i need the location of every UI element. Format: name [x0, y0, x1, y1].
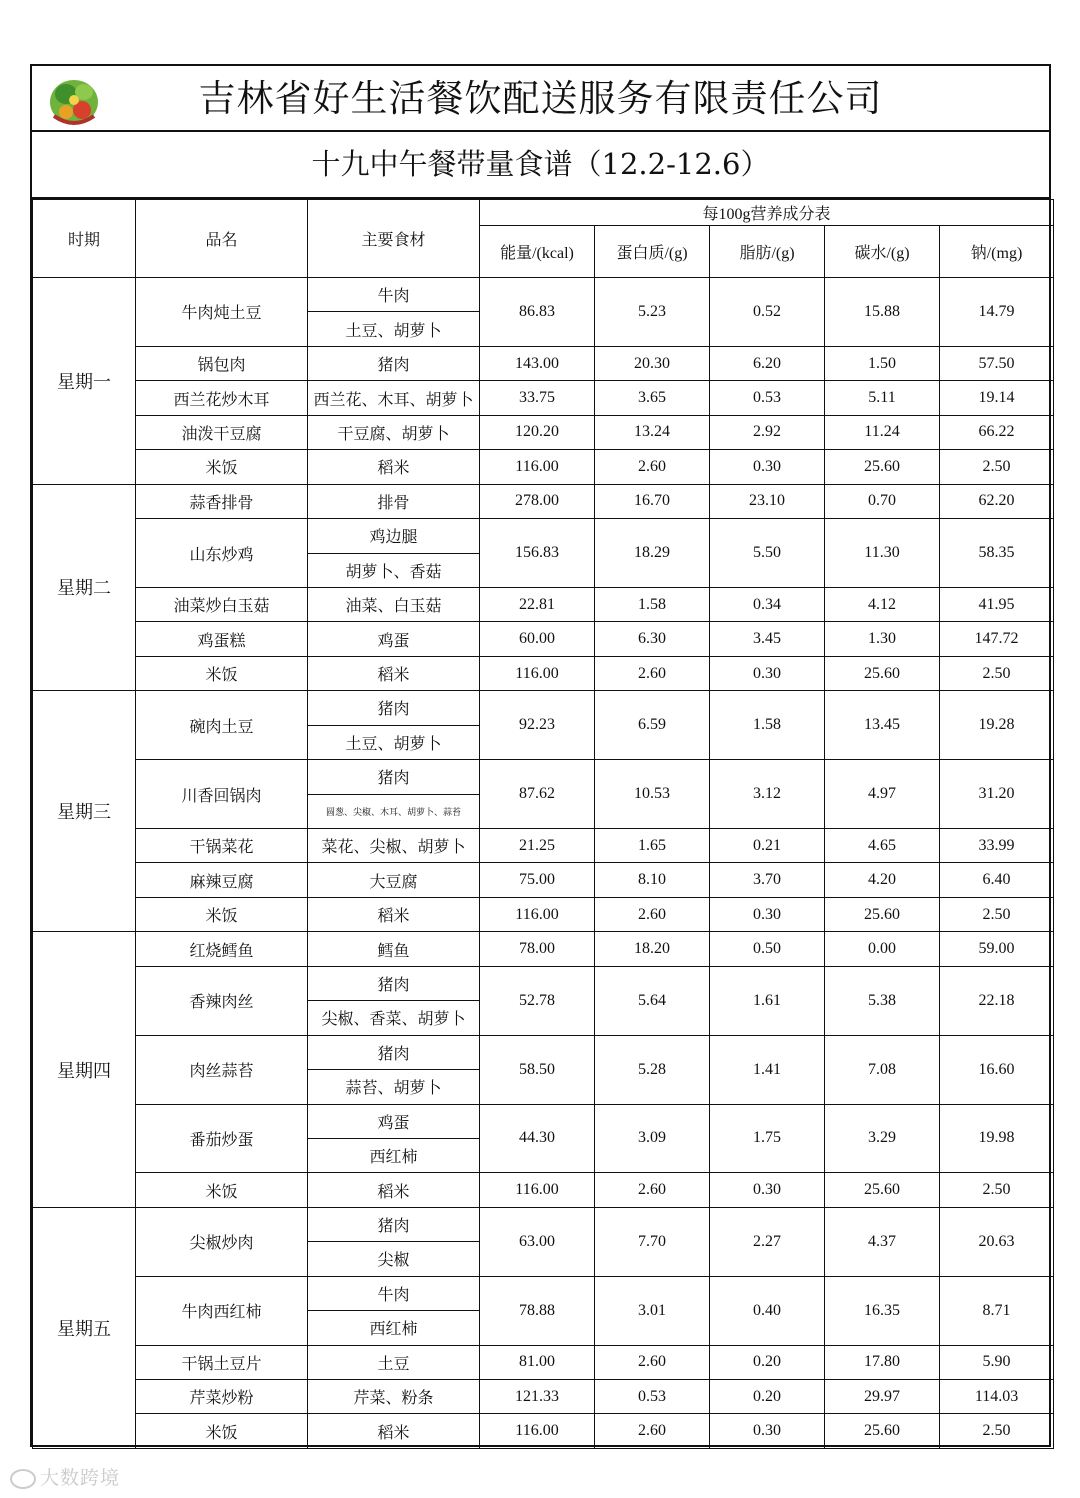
dish-name: 牛肉西红柿	[136, 1276, 308, 1345]
nutrient-value: 0.50	[710, 932, 825, 966]
nutrient-value: 3.29	[825, 1104, 940, 1173]
ingredient-cell: 牛肉	[308, 1276, 480, 1310]
nutrition-table	[32, 199, 1054, 1449]
company-name: 吉林省好生活餐饮配送服务有限责任公司	[198, 77, 883, 120]
nutrient-value: 116.00	[480, 450, 595, 484]
dish-name: 肉丝蒜苔	[136, 1035, 308, 1104]
nutrient-value: 116.00	[480, 656, 595, 690]
nutrient-value: 278.00	[480, 484, 595, 518]
dish-name: 米饭	[136, 656, 308, 690]
nutrient-value: 11.24	[825, 415, 940, 449]
nutrient-value: 16.35	[825, 1276, 940, 1345]
nutrient-value: 0.30	[710, 1414, 825, 1448]
nutrient-value: 6.40	[940, 863, 1054, 897]
nutrient-value: 8.10	[595, 863, 710, 897]
nutrient-value: 2.50	[940, 1414, 1054, 1448]
nutrient-value: 78.88	[480, 1276, 595, 1345]
dish-name: 油菜炒白玉菇	[136, 587, 308, 621]
ingredient-cell: 猪肉	[308, 966, 480, 1000]
nutrient-value: 19.98	[940, 1104, 1054, 1173]
ingredient-cell: 鳕鱼	[308, 932, 480, 966]
company-header	[32, 66, 1049, 132]
nutrient-value: 5.64	[595, 966, 710, 1035]
ingredient-cell: 稻米	[308, 450, 480, 484]
header-nutrient: 能量/(kcal)	[480, 226, 595, 278]
nutrient-value: 81.00	[480, 1345, 595, 1379]
table-row	[33, 1380, 1054, 1414]
nutrient-value: 1.61	[710, 966, 825, 1035]
nutrient-value: 13.45	[825, 691, 940, 760]
nutrient-value: 15.88	[825, 278, 940, 347]
table-row	[33, 1414, 1054, 1448]
table-row	[33, 656, 1054, 690]
nutrient-value: 10.53	[595, 760, 710, 829]
nutrient-value: 21.25	[480, 829, 595, 863]
nutrient-value: 5.23	[595, 278, 710, 347]
ingredient-cell: 稻米	[308, 1414, 480, 1448]
dish-name: 碗肉土豆	[136, 691, 308, 760]
nutrient-value: 0.40	[710, 1276, 825, 1345]
nutrient-value: 116.00	[480, 1414, 595, 1448]
nutrient-value: 1.75	[710, 1104, 825, 1173]
nutrient-value: 147.72	[940, 622, 1054, 656]
nutrient-value: 116.00	[480, 1173, 595, 1207]
nutrient-value: 2.60	[595, 897, 710, 931]
nutrient-value: 6.30	[595, 622, 710, 656]
table-row	[33, 484, 1054, 518]
nutrient-value: 5.28	[595, 1035, 710, 1104]
ingredient-cell: 猪肉	[308, 346, 480, 380]
dish-name: 芹菜炒粉	[136, 1380, 308, 1414]
nutrient-value: 66.22	[940, 415, 1054, 449]
nutrient-value: 1.41	[710, 1035, 825, 1104]
nutrient-value: 0.70	[825, 484, 940, 518]
nutrient-value: 2.50	[940, 656, 1054, 690]
table-row	[33, 966, 1054, 1000]
table-row	[33, 415, 1054, 449]
nutrient-value: 14.79	[940, 278, 1054, 347]
nutrient-value: 3.70	[710, 863, 825, 897]
ingredient-cell: 胡萝卜、香菇	[308, 553, 480, 587]
table-row	[33, 691, 1054, 725]
dish-name: 干锅菜花	[136, 829, 308, 863]
nutrient-value: 0.20	[710, 1380, 825, 1414]
day-cell: 星期一	[33, 278, 136, 485]
nutrient-value: 87.62	[480, 760, 595, 829]
ingredient-cell: 鸡边腿	[308, 519, 480, 553]
nutrient-value: 23.10	[710, 484, 825, 518]
watermark	[10, 1463, 120, 1490]
dish-name: 鸡蛋糕	[136, 622, 308, 656]
table-row	[33, 863, 1054, 897]
nutrient-value: 2.60	[595, 1345, 710, 1379]
nutrient-value: 156.83	[480, 519, 595, 588]
nutrient-value: 0.30	[710, 656, 825, 690]
nutrient-value: 75.00	[480, 863, 595, 897]
dish-name: 米饭	[136, 1173, 308, 1207]
nutrient-value: 78.00	[480, 932, 595, 966]
nutrient-value: 2.50	[940, 897, 1054, 931]
dish-name: 干锅土豆片	[136, 1345, 308, 1379]
nutrient-value: 63.00	[480, 1207, 595, 1276]
ingredient-cell: 西红柿	[308, 1138, 480, 1172]
dish-name: 香辣肉丝	[136, 966, 308, 1035]
ingredient-cell: 鸡蛋	[308, 622, 480, 656]
watermark-logo-icon	[10, 1469, 36, 1489]
ingredient-cell: 土豆、胡萝卜	[308, 312, 480, 346]
table-row	[33, 622, 1054, 656]
ingredient-cell: 稻米	[308, 656, 480, 690]
nutrient-value: 1.58	[710, 691, 825, 760]
nutrient-value: 2.50	[940, 450, 1054, 484]
nutrient-value: 2.92	[710, 415, 825, 449]
nutrient-value: 16.70	[595, 484, 710, 518]
dish-name: 蒜香排骨	[136, 484, 308, 518]
nutrient-value: 7.70	[595, 1207, 710, 1276]
nutrient-value: 0.34	[710, 587, 825, 621]
header-period: 时期	[33, 200, 136, 278]
nutrient-value: 20.30	[595, 346, 710, 380]
nutrient-value: 25.60	[825, 1173, 940, 1207]
table-row	[33, 587, 1054, 621]
ingredient-cell: 猪肉	[308, 1207, 480, 1241]
nutrient-value: 6.59	[595, 691, 710, 760]
table-row	[33, 932, 1054, 966]
nutrient-value: 62.20	[940, 484, 1054, 518]
nutrient-value: 33.99	[940, 829, 1054, 863]
nutrient-value: 4.20	[825, 863, 940, 897]
nutrient-value: 60.00	[480, 622, 595, 656]
nutrient-value: 19.14	[940, 381, 1054, 415]
ingredient-cell: 西红柿	[308, 1311, 480, 1345]
day-cell: 星期五	[33, 1207, 136, 1448]
ingredient-cell: 猪肉	[308, 691, 480, 725]
nutrient-value: 25.60	[825, 897, 940, 931]
dish-name: 油泼干豆腐	[136, 415, 308, 449]
nutrient-value: 16.60	[940, 1035, 1054, 1104]
nutrient-value: 11.30	[825, 519, 940, 588]
nutrient-value: 33.75	[480, 381, 595, 415]
nutrient-value: 17.80	[825, 1345, 940, 1379]
nutrient-value: 0.53	[710, 381, 825, 415]
nutrient-value: 2.27	[710, 1207, 825, 1276]
ingredient-cell: 牛肉	[308, 278, 480, 312]
table-row	[33, 829, 1054, 863]
nutrient-value: 3.12	[710, 760, 825, 829]
dish-name: 尖椒炒肉	[136, 1207, 308, 1276]
dish-name: 红烧鳕鱼	[136, 932, 308, 966]
table-row	[33, 760, 1054, 794]
ingredient-cell: 菜花、尖椒、胡萝卜	[308, 829, 480, 863]
ingredient-cell: 蒜苔、胡萝卜	[308, 1070, 480, 1104]
day-cell: 星期四	[33, 932, 136, 1208]
nutrient-value: 0.30	[710, 897, 825, 931]
table-row	[33, 897, 1054, 931]
dish-name: 川香回锅肉	[136, 760, 308, 829]
nutrient-value: 4.37	[825, 1207, 940, 1276]
ingredient-cell: 大豆腐	[308, 863, 480, 897]
nutrient-value: 0.21	[710, 829, 825, 863]
nutrient-value: 41.95	[940, 587, 1054, 621]
nutrient-value: 25.60	[825, 1414, 940, 1448]
nutrient-value: 22.81	[480, 587, 595, 621]
table-row	[33, 1207, 1054, 1241]
table-row	[33, 1345, 1054, 1379]
nutrient-value: 116.00	[480, 897, 595, 931]
nutrient-value: 6.20	[710, 346, 825, 380]
nutrient-value: 4.97	[825, 760, 940, 829]
nutrient-value: 0.52	[710, 278, 825, 347]
nutrient-value: 121.33	[480, 1380, 595, 1414]
ingredient-cell: 排骨	[308, 484, 480, 518]
header-nutrition-group: 每100g营养成分表	[480, 200, 1054, 226]
header-nutrient: 碳水/(g)	[825, 226, 940, 278]
nutrient-value: 114.03	[940, 1380, 1054, 1414]
table-row	[33, 346, 1054, 380]
ingredient-cell: 芹菜、粉条	[308, 1380, 480, 1414]
nutrient-value: 2.60	[595, 656, 710, 690]
watermark-text: 大数跨境	[40, 1467, 121, 1489]
nutrient-value: 5.38	[825, 966, 940, 1035]
nutrient-value: 92.23	[480, 691, 595, 760]
table-row	[33, 519, 1054, 553]
header-nutrient: 钠/(mg)	[940, 226, 1054, 278]
ingredient-cell: 猪肉	[308, 1035, 480, 1069]
nutrient-value: 18.29	[595, 519, 710, 588]
ingredient-cell: 西兰花、木耳、胡萝卜	[308, 381, 480, 415]
ingredient-cell: 稻米	[308, 1173, 480, 1207]
table-row	[33, 1276, 1054, 1310]
table-row	[33, 1173, 1054, 1207]
nutrient-value: 1.58	[595, 587, 710, 621]
ingredient-cell: 干豆腐、胡萝卜	[308, 415, 480, 449]
nutrient-value: 4.12	[825, 587, 940, 621]
nutrient-value: 25.60	[825, 656, 940, 690]
day-cell: 星期三	[33, 691, 136, 932]
ingredient-cell: 稻米	[308, 897, 480, 931]
menu-title: 十九中午餐带量食谱（12.2-12.6）	[311, 147, 770, 181]
nutrient-value: 3.01	[595, 1276, 710, 1345]
nutrient-value: 2.50	[940, 1173, 1054, 1207]
ingredient-cell: 土豆	[308, 1345, 480, 1379]
nutrient-value: 8.71	[940, 1276, 1054, 1345]
dish-name: 番茄炒蛋	[136, 1104, 308, 1173]
ingredient-cell: 尖椒、香菜、胡萝卜	[308, 1001, 480, 1035]
table-row	[33, 1035, 1054, 1069]
nutrient-value: 25.60	[825, 450, 940, 484]
dish-name: 牛肉炖土豆	[136, 278, 308, 347]
menu-title-row	[32, 132, 1049, 199]
nutrient-value: 58.50	[480, 1035, 595, 1104]
dish-name: 山东炒鸡	[136, 519, 308, 588]
nutrient-value: 44.30	[480, 1104, 595, 1173]
dish-name: 米饭	[136, 450, 308, 484]
table-row	[33, 1104, 1054, 1138]
table-row	[33, 381, 1054, 415]
table-row	[33, 450, 1054, 484]
nutrient-value: 3.45	[710, 622, 825, 656]
header-nutrient: 脂肪/(g)	[710, 226, 825, 278]
ingredient-cell: 鸡蛋	[308, 1104, 480, 1138]
nutrient-value: 58.35	[940, 519, 1054, 588]
nutrient-value: 2.60	[595, 1414, 710, 1448]
nutrient-value: 143.00	[480, 346, 595, 380]
nutrient-value: 0.00	[825, 932, 940, 966]
ingredient-cell: 圆葱、尖椒、木耳、胡萝卜、蒜苔	[308, 794, 480, 828]
nutrient-value: 18.20	[595, 932, 710, 966]
header-dish: 品名	[136, 200, 308, 278]
menu-sheet	[30, 64, 1051, 1447]
dish-name: 米饭	[136, 897, 308, 931]
dish-name: 麻辣豆腐	[136, 863, 308, 897]
nutrient-value: 29.97	[825, 1380, 940, 1414]
nutrient-value: 52.78	[480, 966, 595, 1035]
nutrient-value: 2.60	[595, 1173, 710, 1207]
nutrient-value: 2.60	[595, 450, 710, 484]
header-nutrient: 蛋白质/(g)	[595, 226, 710, 278]
nutrient-value: 86.83	[480, 278, 595, 347]
nutrient-value: 1.30	[825, 622, 940, 656]
nutrient-value: 5.90	[940, 1345, 1054, 1379]
ingredient-cell: 土豆、胡萝卜	[308, 725, 480, 759]
nutrient-value: 57.50	[940, 346, 1054, 380]
nutrient-value: 31.20	[940, 760, 1054, 829]
nutrient-value: 5.11	[825, 381, 940, 415]
nutrient-value: 22.18	[940, 966, 1054, 1035]
nutrient-value: 0.30	[710, 450, 825, 484]
dish-name: 西兰花炒木耳	[136, 381, 308, 415]
nutrient-value: 0.20	[710, 1345, 825, 1379]
nutrient-value: 1.50	[825, 346, 940, 380]
ingredient-cell: 尖椒	[308, 1242, 480, 1276]
nutrient-value: 4.65	[825, 829, 940, 863]
day-cell: 星期二	[33, 484, 136, 691]
nutrient-value: 3.65	[595, 381, 710, 415]
header-ingredients: 主要食材	[308, 200, 480, 278]
ingredient-cell: 猪肉	[308, 760, 480, 794]
dish-name: 米饭	[136, 1414, 308, 1448]
nutrient-value: 5.50	[710, 519, 825, 588]
nutrient-value: 0.30	[710, 1173, 825, 1207]
nutrient-value: 19.28	[940, 691, 1054, 760]
nutrient-value: 120.20	[480, 415, 595, 449]
nutrient-value: 1.65	[595, 829, 710, 863]
nutrient-value: 7.08	[825, 1035, 940, 1104]
ingredient-cell: 油菜、白玉菇	[308, 587, 480, 621]
nutrient-value: 59.00	[940, 932, 1054, 966]
nutrient-value: 0.53	[595, 1380, 710, 1414]
nutrient-value: 13.24	[595, 415, 710, 449]
table-row	[33, 278, 1054, 312]
nutrient-value: 3.09	[595, 1104, 710, 1173]
nutrient-value: 20.63	[940, 1207, 1054, 1276]
dish-name: 锅包肉	[136, 346, 308, 380]
